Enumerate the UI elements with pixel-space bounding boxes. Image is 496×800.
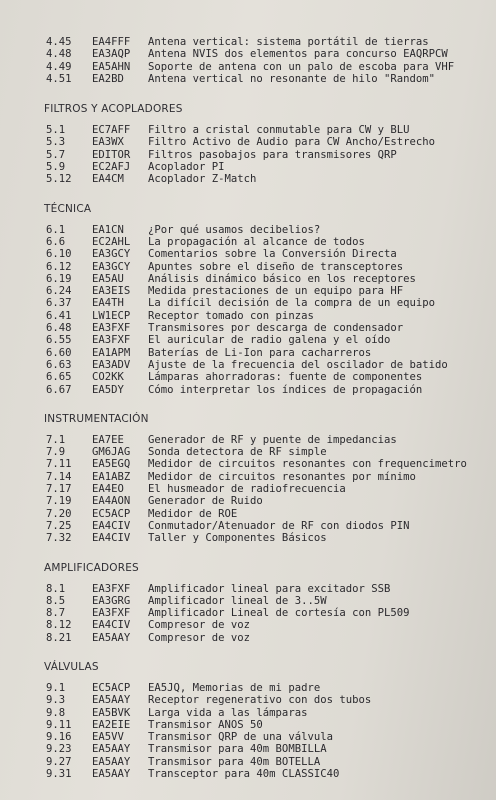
toc-entry xyxy=(0,224,486,236)
toc-entry xyxy=(0,36,486,48)
toc-entry xyxy=(0,334,486,346)
entry-callsign: EA4CIV xyxy=(92,619,131,632)
toc-section xyxy=(0,661,486,780)
entry-callsign: EA2EIE xyxy=(92,718,131,731)
entry-number: 6.55 xyxy=(46,334,72,347)
entry-callsign: EC7AFF xyxy=(92,124,131,137)
entry-title: Medidor de circuitos resonantes por mínimo xyxy=(148,470,416,483)
entry-callsign: EA3FXF xyxy=(92,582,131,595)
entry-callsign: EA7EE xyxy=(92,433,124,446)
toc-entry xyxy=(0,322,486,334)
entry-number: 8.5 xyxy=(46,594,66,607)
toc-entry xyxy=(0,273,486,285)
entry-title: Baterías de Li-Ion para cacharreros xyxy=(148,346,372,359)
toc-entry xyxy=(0,458,486,470)
entry-title: Amplificador lineal para excitador SSB xyxy=(148,582,391,595)
toc-section xyxy=(0,562,486,644)
toc-entry xyxy=(0,756,486,768)
entry-title: Compresor de voz xyxy=(148,619,251,632)
toc-entry xyxy=(0,285,486,297)
entry-title: Acoplador Z-Match xyxy=(148,173,257,186)
toc-entry xyxy=(0,149,486,161)
entry-number: 4.49 xyxy=(46,60,72,73)
entry-number: 9.27 xyxy=(46,755,72,768)
entry-title: Larga vida a las lámparas xyxy=(148,706,308,719)
entry-callsign: EA3WX xyxy=(92,136,124,149)
entry-number: 4.45 xyxy=(46,36,72,48)
entry-callsign: EA4EO xyxy=(92,483,124,496)
entry-title: Filtros pasobajos para transmisores QRP xyxy=(148,148,397,161)
entry-number: 7.14 xyxy=(46,470,72,483)
entry-title: El auricular de radio galena y el oído xyxy=(148,334,391,347)
entry-number: 7.25 xyxy=(46,519,72,532)
toc-entry xyxy=(0,347,486,359)
toc-entry xyxy=(0,136,486,148)
entry-callsign: EA1APM xyxy=(92,346,131,359)
entry-number: 6.24 xyxy=(46,285,72,298)
entry-callsign: EA3GRG xyxy=(92,594,131,607)
entry-title: Acoplador PI xyxy=(148,161,225,174)
toc-entry xyxy=(0,236,486,248)
entry-number: 5.12 xyxy=(46,173,72,186)
toc-entry xyxy=(0,48,486,60)
entry-callsign: EA3FXF xyxy=(92,607,131,620)
entry-number: 9.8 xyxy=(46,706,66,719)
toc-entry xyxy=(0,384,486,396)
entry-callsign: EA5EGQ xyxy=(92,458,131,471)
entry-title: Ajuste de la frecuencia del oscilador de batido xyxy=(148,358,448,371)
entry-number: 7.17 xyxy=(46,483,72,496)
entry-number: 6.65 xyxy=(46,371,72,384)
toc-entry xyxy=(0,682,486,694)
entry-number: 9.1 xyxy=(46,681,66,694)
entry-title: Compresor de voz xyxy=(148,631,251,644)
section-heading: TÉCNICA xyxy=(44,202,92,215)
entry-number: 7.20 xyxy=(46,507,72,520)
entry-number: 8.21 xyxy=(46,631,72,644)
entry-callsign: EA3FXF xyxy=(92,334,131,347)
entry-title: Antena vertical: sistema portátil de tierras xyxy=(148,36,429,48)
entry-callsign: EA4CIV xyxy=(92,532,131,545)
entry-number: 5.3 xyxy=(46,136,66,149)
entry-number: 5.7 xyxy=(46,148,66,161)
toc-section xyxy=(0,203,486,396)
entry-callsign: EC5ACP xyxy=(92,507,131,520)
entry-title: EA5JQ, Memorias de mi padre xyxy=(148,681,321,694)
toc-entry xyxy=(0,471,486,483)
entry-title: Taller y Componentes Básicos xyxy=(148,532,327,545)
entry-callsign: EA3AQP xyxy=(92,48,131,61)
entry-callsign: EA5AU xyxy=(92,272,124,285)
entry-title: Receptor tomado con pinzas xyxy=(148,309,314,322)
toc-entry xyxy=(0,161,486,173)
entry-number: 5.9 xyxy=(46,161,66,174)
entry-title: Soporte de antena con un palo de escoba para VHF xyxy=(148,60,455,73)
entry-callsign: EA4CM xyxy=(92,173,124,186)
entry-number: 8.1 xyxy=(46,582,66,595)
entry-callsign: EC5ACP xyxy=(92,681,131,694)
entry-title: Transmisor QRP de una válvula xyxy=(148,731,333,744)
entry-callsign: EA5BVK xyxy=(92,706,131,719)
entry-number: 6.1 xyxy=(46,223,66,236)
entry-title: ¿Por qué usamos decibelios? xyxy=(148,223,321,236)
entry-title: Transmisor AÑOS 50 xyxy=(148,718,263,731)
entry-callsign: EA1ABZ xyxy=(92,470,131,483)
entry-callsign: EA4CIV xyxy=(92,519,131,532)
toc-entry xyxy=(0,768,486,780)
entry-title: Conmutador/Atenuador de RF con diodos PIN xyxy=(148,519,410,532)
entry-number: 8.12 xyxy=(46,619,72,632)
entry-number: 7.1 xyxy=(46,433,66,446)
entry-number: 9.31 xyxy=(46,768,72,781)
entry-callsign: EA3FXF xyxy=(92,322,131,335)
toc-entry xyxy=(0,632,486,644)
entry-callsign: GM6JAG xyxy=(92,446,131,459)
entry-callsign: EA5AAY xyxy=(92,631,131,644)
entry-number: 6.41 xyxy=(46,309,72,322)
entry-callsign: EA5AAY xyxy=(92,755,131,768)
entry-title: Receptor regenerativo con dos tubos xyxy=(148,694,372,707)
entry-title: Comentarios sobre la Conversión Directa xyxy=(148,248,397,261)
toc-entry xyxy=(0,73,486,85)
entry-callsign: EA5AAY xyxy=(92,694,131,707)
entry-callsign: EA3GCY xyxy=(92,260,131,273)
entry-callsign: EC2AFJ xyxy=(92,161,131,174)
toc-entry xyxy=(0,508,486,520)
entry-title: Sonda detectora de RF simple xyxy=(148,446,327,459)
entry-title: La difícil decisión de la compra de un equipo xyxy=(148,297,436,310)
entry-callsign: EA3ADV xyxy=(92,358,131,371)
toc-entry xyxy=(0,310,486,322)
section-heading: AMPLIFICADORES xyxy=(44,561,139,574)
entry-title: Medida prestaciones de un equipo para HF xyxy=(148,285,404,298)
toc-entry xyxy=(0,520,486,532)
entry-number: 6.6 xyxy=(46,235,66,248)
section-heading: VÁLVULAS xyxy=(44,660,99,673)
toc-entry xyxy=(0,446,486,458)
entry-callsign: EA4FFF xyxy=(92,36,131,48)
entry-callsign: EA3GCY xyxy=(92,248,131,261)
entry-title: Medidor de ROE xyxy=(148,507,238,520)
section-heading: INSTRUMENTACIÓN xyxy=(44,412,149,425)
entry-number: 6.48 xyxy=(46,322,72,335)
entry-number: 7.19 xyxy=(46,495,72,508)
toc-entry xyxy=(0,595,486,607)
entry-callsign: EA2BD xyxy=(92,72,124,85)
entry-number: 8.7 xyxy=(46,607,66,620)
entry-number: 4.48 xyxy=(46,48,72,61)
entry-number: 6.12 xyxy=(46,260,72,273)
entry-number: 9.23 xyxy=(46,743,72,756)
toc-entry xyxy=(0,297,486,309)
entry-title: Antena vertical no resonante de hilo "Random" xyxy=(148,72,436,85)
entry-callsign: LW1ECP xyxy=(92,309,131,322)
toc-section xyxy=(0,103,486,185)
entry-title: Filtro a cristal conmutable para CW y BLU xyxy=(148,124,410,137)
entry-callsign: EA3EIS xyxy=(92,285,131,298)
toc-entry xyxy=(0,619,486,631)
entry-number: 7.9 xyxy=(46,446,66,459)
toc-entry xyxy=(0,583,486,595)
entry-title: Transmisores por descarga de condensador xyxy=(148,322,404,335)
toc-section xyxy=(0,36,486,85)
toc-entry xyxy=(0,248,486,260)
entry-callsign: EA5DY xyxy=(92,383,124,396)
toc-entry xyxy=(0,707,486,719)
toc-entry xyxy=(0,483,486,495)
entry-number: 5.1 xyxy=(46,124,66,137)
entry-number: 9.3 xyxy=(46,694,66,707)
entry-title: Filtro Activo de Audio para CW Ancho/Estrecho xyxy=(148,136,436,149)
entry-callsign: EA4AON xyxy=(92,495,131,508)
toc-entry xyxy=(0,173,486,185)
entry-callsign: EA5VV xyxy=(92,731,124,744)
entry-title: Lámparas ahorradoras: fuente de componentes xyxy=(148,371,423,384)
entry-title: Análisis dinámico básico en los receptores xyxy=(148,272,416,285)
toc-entry xyxy=(0,261,486,273)
toc-entry xyxy=(0,607,486,619)
toc-entry xyxy=(0,124,486,136)
entry-number: 4.51 xyxy=(46,72,72,85)
entry-callsign: EC2AHL xyxy=(92,235,131,248)
entry-number: 6.19 xyxy=(46,272,72,285)
toc-entry xyxy=(0,359,486,371)
toc-entry xyxy=(0,495,486,507)
entry-number: 7.11 xyxy=(46,458,72,471)
entry-title: Transceptor para 40m CLASSIC40 xyxy=(148,768,340,781)
entry-title: Apuntes sobre el diseño de transceptores xyxy=(148,260,404,273)
entry-title: Generador de RF y puente de impedancias xyxy=(148,433,397,446)
entry-title: Generador de Ruido xyxy=(148,495,263,508)
entry-title: Amplificador lineal de 3..5W xyxy=(148,594,327,607)
entry-callsign: EDITOR xyxy=(92,148,131,161)
entry-number: 9.11 xyxy=(46,718,72,731)
entry-callsign: EA4TH xyxy=(92,297,124,310)
toc-section xyxy=(0,413,486,545)
entry-callsign: EA5AAY xyxy=(92,743,131,756)
entry-callsign: EA5AAY xyxy=(92,768,131,781)
toc-entry xyxy=(0,719,486,731)
entry-title: Cómo interpretar los índices de propagación xyxy=(148,383,423,396)
entry-number: 9.16 xyxy=(46,731,72,744)
entry-number: 6.67 xyxy=(46,383,72,396)
entry-number: 6.63 xyxy=(46,358,72,371)
entry-callsign: CO2KK xyxy=(92,371,124,384)
entry-number: 6.10 xyxy=(46,248,72,261)
toc-entry xyxy=(0,61,486,73)
section-heading: FILTROS Y ACOPLADORES xyxy=(44,103,183,116)
entry-number: 7.32 xyxy=(46,532,72,545)
entry-number: 6.37 xyxy=(46,297,72,310)
entry-title: El husmeador de radiofrecuencia xyxy=(148,483,346,496)
entry-title: Medidor de circuitos resonantes con frequencimetro xyxy=(148,458,467,471)
toc-entry xyxy=(0,743,486,755)
entry-title: La propagación al alcance de todos xyxy=(148,235,365,248)
toc-entry xyxy=(0,694,486,706)
toc-entry xyxy=(0,371,486,383)
toc-entry xyxy=(0,731,486,743)
entry-title: Amplificador Lineal de cortesía con PL509 xyxy=(148,607,410,620)
entry-number: 6.60 xyxy=(46,346,72,359)
toc-entry xyxy=(0,434,486,446)
entry-title: Transmisor para 40m BOTELLA xyxy=(148,755,321,768)
entry-title: Antena NVIS dos elementos para concurso EAQRPCW xyxy=(148,48,448,61)
toc-entry xyxy=(0,532,486,544)
entry-callsign: EA5AHN xyxy=(92,60,131,73)
entry-title: Transmisor para 40m BOMBILLA xyxy=(148,743,327,756)
entry-callsign: EA1CN xyxy=(92,223,124,236)
